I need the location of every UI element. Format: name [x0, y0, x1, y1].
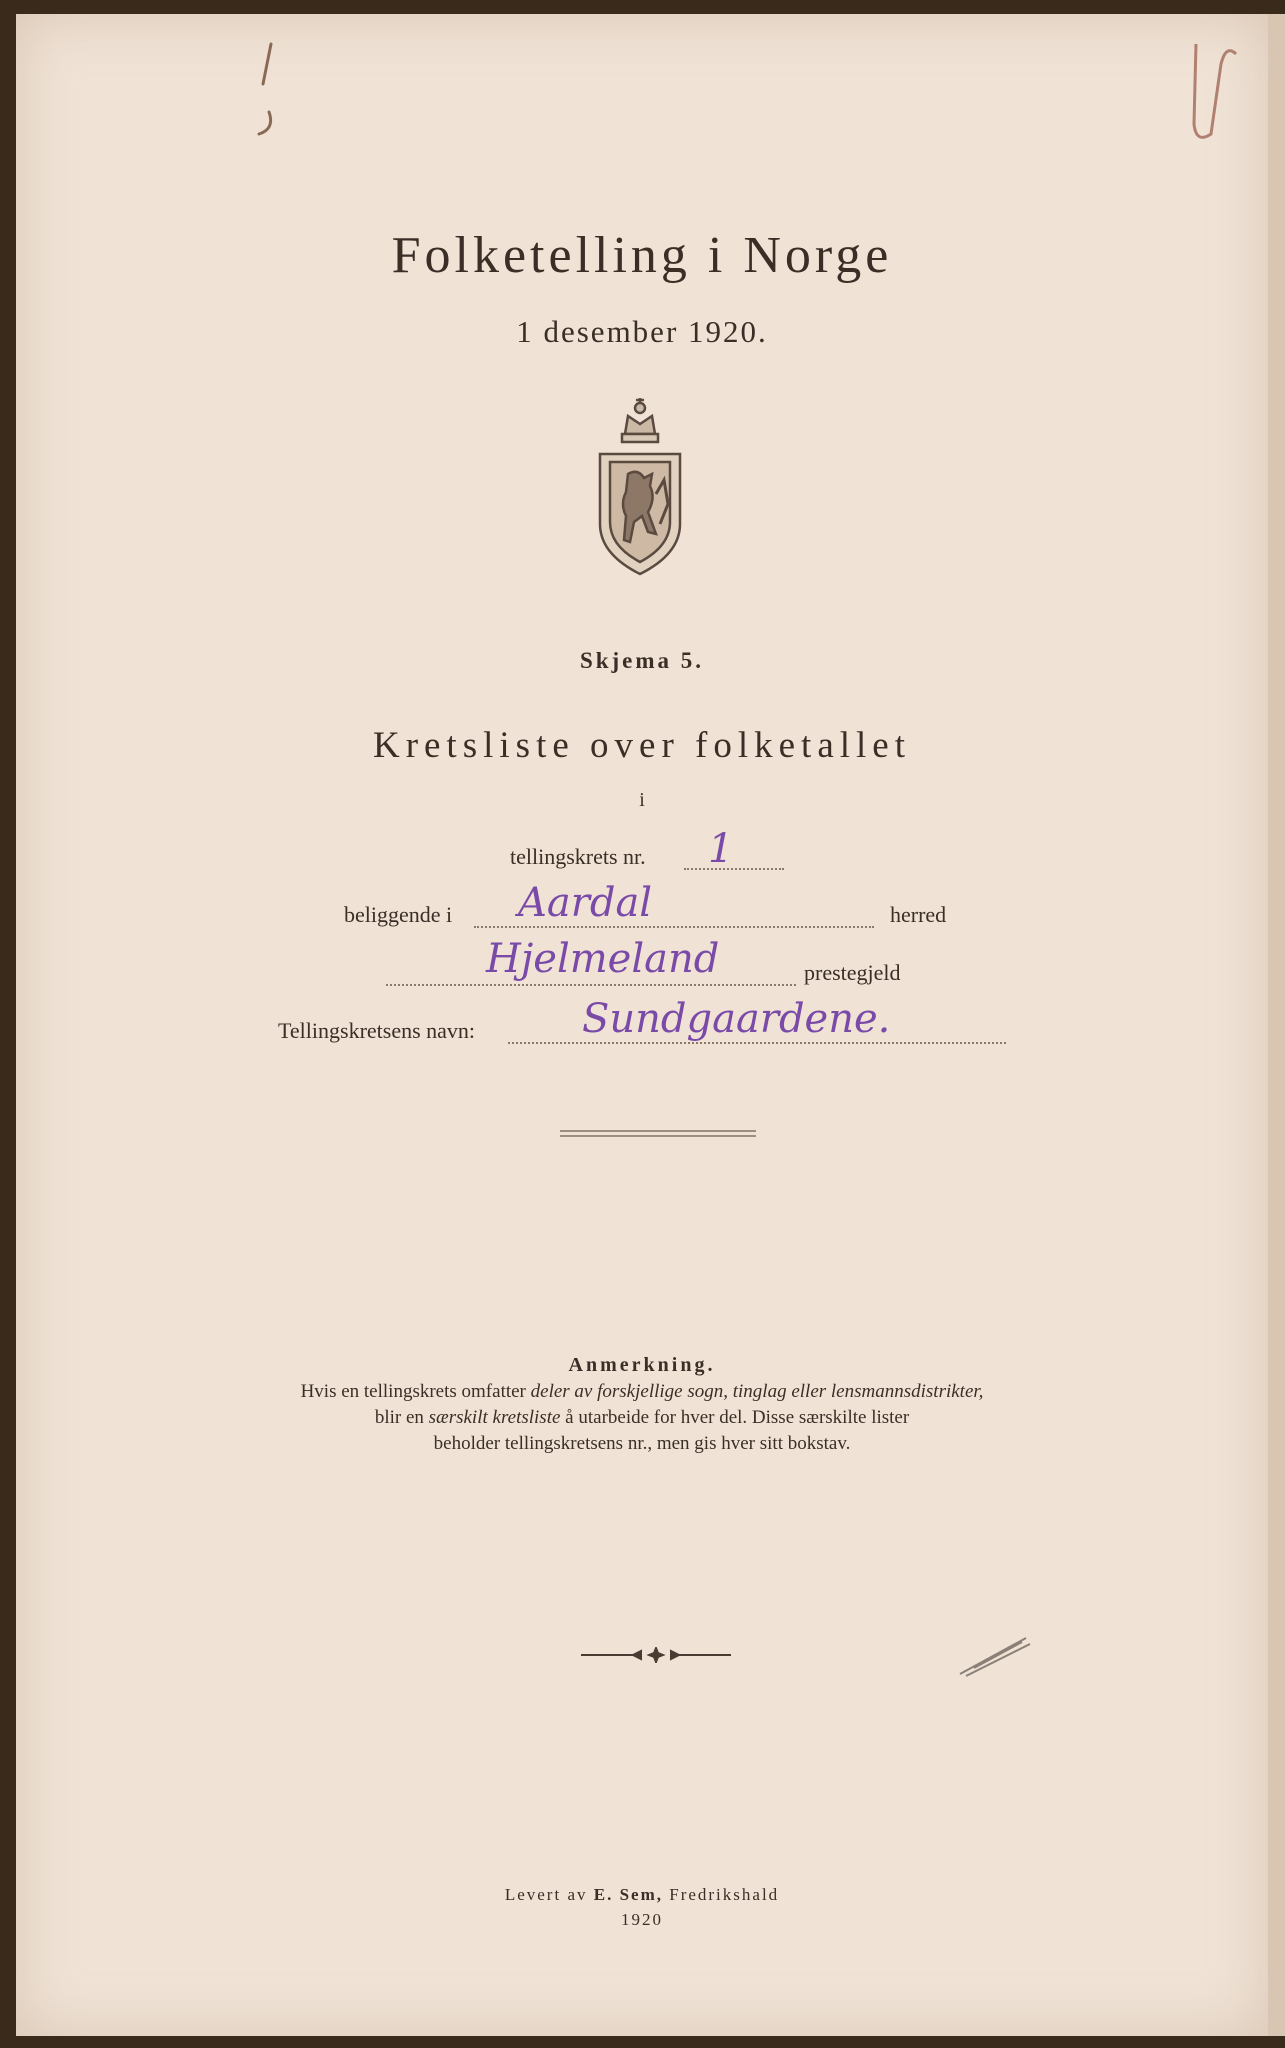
krets-name-value: Sundgaardene. — [582, 996, 891, 1042]
pencil-mark-left — [241, 34, 291, 144]
printer-town: Fredrikshald — [662, 1885, 780, 1904]
krets-number-line — [684, 868, 784, 870]
note-heading: Anmerkning. — [568, 1354, 716, 1376]
note-line-2-text: blir en — [374, 1407, 429, 1428]
schema-number: Skjema 5. — [579, 648, 705, 673]
census-date: 1 desember 1920. — [516, 314, 768, 349]
note-line-2-emphasis: særskilt kretsliste — [428, 1407, 561, 1428]
norwegian-coat-of-arms-icon — [590, 394, 690, 580]
note-line-1-emphasis: deler av forskjellige sogn, tinglag eller lensmannsdistrikter, — [530, 1381, 984, 1402]
star-ornament-icon — [581, 1647, 731, 1663]
prestegjeld-label: prestegjeld — [804, 960, 901, 985]
krets-name-line — [508, 1042, 1006, 1044]
printer-year: 1920 — [621, 1910, 663, 1929]
beliggende-line — [474, 926, 874, 928]
herred-label: herred — [890, 902, 947, 927]
printer-credit — [16, 1882, 1268, 1932]
census-form-page — [16, 14, 1268, 2036]
beliggende-label: beliggende i — [344, 902, 453, 927]
note-line-1 — [16, 1379, 1268, 1405]
prestegjeld-line — [386, 984, 796, 986]
note-line-1-text: Hvis en tellingskrets omfatter — [300, 1381, 531, 1402]
divider-line-top — [560, 1130, 756, 1132]
krets-name-label: Tellingskretsens navn: — [278, 1018, 476, 1043]
pencil-scribble — [956, 1624, 1036, 1684]
note-line-2 — [16, 1405, 1268, 1431]
prestegjeld-value: Hjelmeland — [486, 936, 720, 982]
paper-clip-mark — [1166, 24, 1246, 154]
divider-line-bottom — [560, 1135, 756, 1137]
beliggende-value: Aardal — [518, 880, 653, 926]
krets-number-label: tellingskrets nr. — [510, 844, 646, 869]
printer-prefix: Levert av — [504, 1885, 594, 1904]
form-heading: Kretsliste over folketallet — [372, 725, 912, 766]
printer-line — [16, 1882, 1268, 1907]
note-text — [16, 1379, 1268, 1457]
krets-number-value: 1 — [708, 826, 734, 872]
page-edge — [1268, 14, 1285, 2036]
printer-name: E. Sem, — [593, 1885, 663, 1904]
connector-i: i — [639, 789, 645, 811]
note-line-2-tail: å utarbeide for hver del. Disse særskilte lister — [560, 1407, 910, 1428]
form-title: Folketelling i Norge — [391, 227, 893, 284]
note-line-3: beholder tellingskretsens nr., men gis hver sitt bokstav. — [433, 1433, 851, 1454]
